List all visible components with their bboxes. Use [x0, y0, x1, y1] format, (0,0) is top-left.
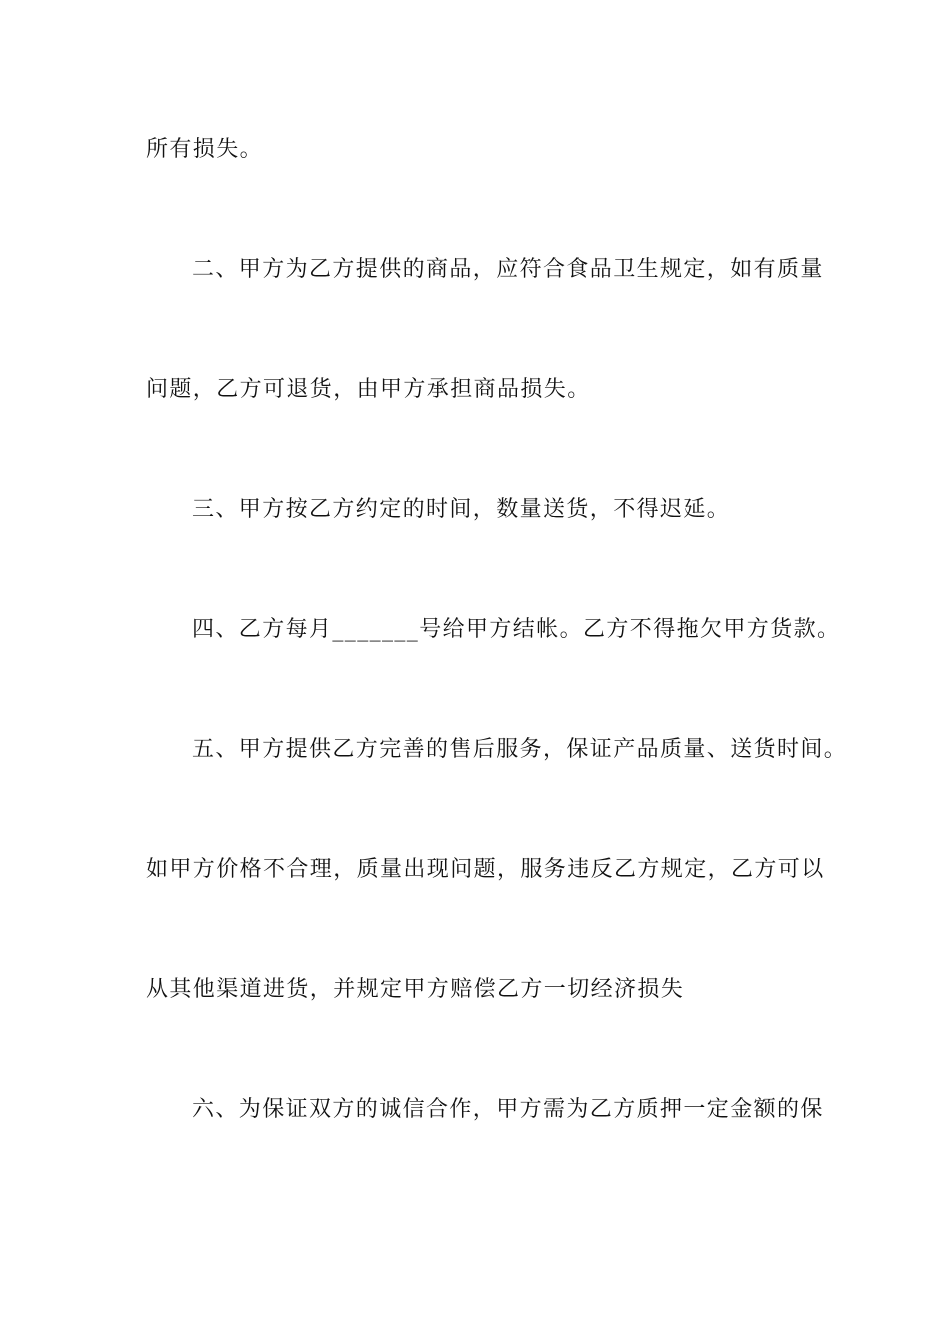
- clause-5-line-3: 从其他渠道进货，并规定甲方赔偿乙方一切经济损失: [146, 977, 685, 1002]
- clause-5-line-2: 如甲方价格不合理，质量出现问题，服务违反乙方规定，乙方可以: [146, 857, 825, 882]
- clause-4: 四、乙方每月_______号给甲方结帐。乙方不得拖欠甲方货款。: [192, 617, 841, 642]
- clause-3: 三、甲方按乙方约定的时间，数量送货，不得迟延。: [192, 497, 731, 522]
- clause-6-line-1: 六、为保证双方的诚信合作，甲方需为乙方质押一定金额的保: [192, 1097, 824, 1122]
- text-line-continuation-losses: 所有损失。: [146, 137, 264, 162]
- clause-5-line-1: 五、甲方提供乙方完善的售后服务，保证产品质量、送货时间。: [192, 737, 848, 762]
- clause-2-line-1: 二、甲方为乙方提供的商品，应符合食品卫生规定，如有质量: [192, 257, 824, 282]
- clause-2-line-2: 问题，乙方可退货，由甲方承担商品损失。: [146, 377, 591, 402]
